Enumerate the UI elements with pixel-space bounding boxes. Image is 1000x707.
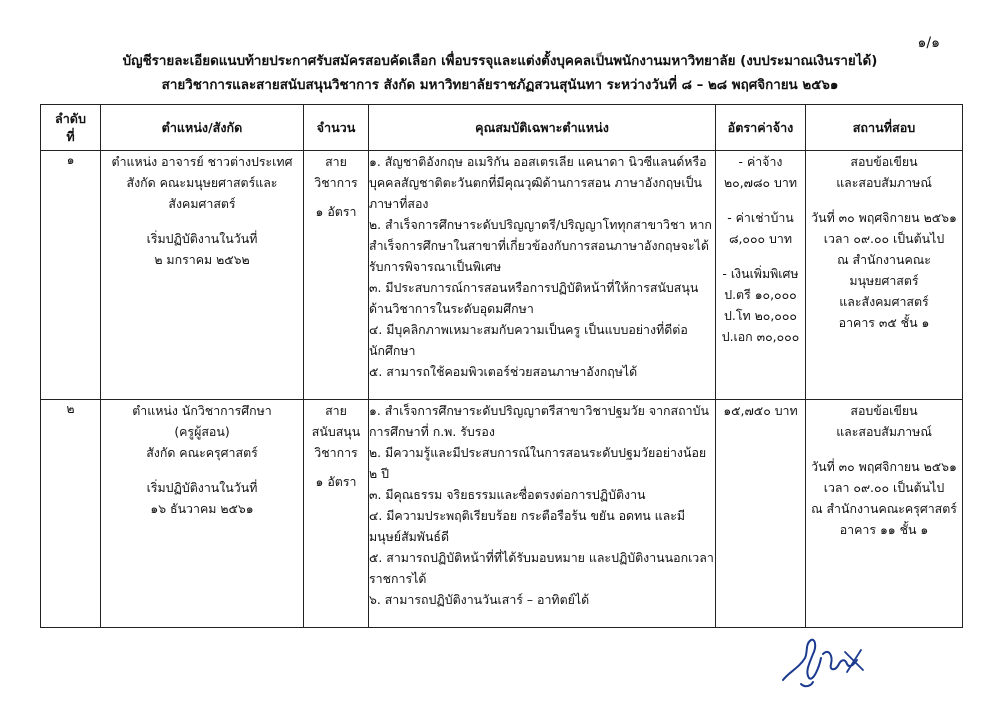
position-line: สังกัด คณะมนุษยศาสตร์และ xyxy=(126,175,278,190)
exam-location: ณ สำนักงานคณะมนุษยศาสตร์ xyxy=(837,252,931,288)
qualification-item: ๓. มีคุณธรรม จริยธรรมและซื่อตรงต่อการปฏิบัติงาน xyxy=(369,487,646,502)
exam-type: และสอบสัมภาษณ์ xyxy=(836,175,932,190)
housing-value: ๘,๐๐๐ บาท xyxy=(728,231,793,246)
quota-cell xyxy=(304,400,369,628)
wage-label: - ค่าจ้าง xyxy=(738,154,783,169)
document-title: บัญชีรายละเอียดแนบท้ายประกาศรับสมัครสอบคัดเลือก เพื่อบรรจุและแต่งตั้งบุคคลเป็นพนักงานมหาวิทยาลัย (งบประมาณเงินรายได้) xyxy=(122,54,878,69)
start-date-label: เริ่มปฏิบัติงานในวันที่ xyxy=(146,480,258,495)
exam-place-cell xyxy=(806,151,963,400)
position-cell xyxy=(101,151,304,400)
exam-date: วันที่ ๓๐ พฤศจิกายน ๒๕๖๑ xyxy=(811,459,957,474)
qualification-item: ๕. สามารถปฏิบัติหน้าที่ที่ได้รับมอบหมาย และปฏิบัติงานนอกเวลาราชการได้ xyxy=(369,550,714,586)
qualification-item: ๔. มีความประพฤติเรียบร้อย กระตือรือร้น ขยัน อดทน และมีมนุษย์สัมพันธ์ดี xyxy=(369,508,686,544)
start-date-value: ๒ มกราคม ๒๕๖๒ xyxy=(154,252,250,267)
exam-location: และสังคมศาสตร์ xyxy=(839,294,929,309)
qualification-item: ๔. มีบุคลิกภาพเหมาะสมกับความเป็นครู เป็นแบบอย่างที่ดีต่อนักศึกษา xyxy=(369,322,688,358)
table-row xyxy=(41,151,963,400)
recruitment-table xyxy=(40,104,963,628)
qualification-item: ๑. สำเร็จการศึกษาระดับปริญญาตรีสาขาวิชาปฐมวัย จากสถาบันการศึกษาที่ ก.พ. รับรอง xyxy=(369,403,709,439)
rate-cell xyxy=(716,400,806,628)
quota-line: วิชาการ xyxy=(314,175,358,190)
allowance-bachelor: ป.ตรี ๑๐,๐๐๐ xyxy=(724,287,797,302)
allowance-doctorate: ป.เอก ๓๐,๐๐๐ xyxy=(721,329,800,344)
position-line: สังคมศาสตร์ xyxy=(168,196,236,211)
quota-cell xyxy=(304,151,369,400)
exam-location: ณ สำนักงานคณะครุศาสตร์ xyxy=(811,501,957,516)
position-line: ตำแหน่ง นักวิชาการศึกษา xyxy=(132,403,272,418)
qualification-item: ๑. สัญชาติอังกฤษ อเมริกัน ออสเตรเลีย แคนาดา นิวซีแลนด์หรือบุคคลสัญชาติตะวันตกที่มีคุณวุฒิด้านการสอน ภาษาอังกฤษเป็นภาษาที่สอง xyxy=(369,154,707,211)
exam-type: สอบข้อเขียน xyxy=(850,154,918,169)
row-number: ๑ xyxy=(41,151,101,400)
exam-time: เวลา ๐๙.๐๐ เป็นต้นไป xyxy=(823,480,945,495)
exam-type: และสอบสัมภาษณ์ xyxy=(836,424,932,439)
table-header-row xyxy=(41,105,963,151)
row-number: ๒ xyxy=(41,400,101,628)
header-no-line1: ลำดับ xyxy=(55,110,86,126)
position-line: (ครูผู้สอน) xyxy=(174,424,230,439)
exam-place-cell xyxy=(806,400,963,628)
allowance-master: ป.โท ๒๐,๐๐๐ xyxy=(724,308,797,323)
header-place: สถานที่สอบ xyxy=(806,105,963,151)
document-subtitle: สายวิชาการและสายสนับสนุนวิชาการ สังกัด มหาวิทยาลัยราชภัฏสวนสุนันทา ระหว่างวันที่ ๘ – ๒๘ พฤศจิกายน ๒๕๖๑ xyxy=(161,78,839,93)
qualification-item: ๓. มีประสบการณ์การสอนหรือการปฏิบัติหน้าที่ให้การสนับสนุนด้านวิชาการในระดับอุดมศึกษา xyxy=(369,280,699,316)
exam-building: อาคาร ๓๕ ชั้น ๑ xyxy=(838,315,930,330)
quota-line: สนับสนุน xyxy=(311,424,361,439)
wage-value: ๒๐,๗๘๐ บาท xyxy=(723,175,798,190)
position-cell xyxy=(101,400,304,628)
quota-count: ๑ อัตรา xyxy=(315,474,357,489)
quota-count: ๑ อัตรา xyxy=(315,204,357,219)
spacer xyxy=(716,249,805,263)
signature-scribble xyxy=(775,628,875,693)
exam-building: อาคาร ๑๑ ชั้น ๑ xyxy=(839,522,929,537)
qualification-item: ๖. สามารถปฏิบัติงานวันเสาร์ – อาทิตย์ได้ xyxy=(369,592,590,607)
qualification-cell xyxy=(369,151,716,400)
exam-date: วันที่ ๓๐ พฤศจิกายน ๒๕๖๑ xyxy=(811,210,957,225)
spacer xyxy=(806,193,962,207)
header-no xyxy=(41,105,101,151)
quota-line: สาย xyxy=(325,403,347,418)
exam-type: สอบข้อเขียน xyxy=(850,403,918,418)
table-row xyxy=(41,400,963,628)
position-line: ตำแหน่ง อาจารย์ ชาวต่างประเทศ xyxy=(111,154,293,169)
spacer xyxy=(101,463,303,477)
quota-line: วิชาการ xyxy=(314,445,358,460)
quota-line: สาย xyxy=(325,154,347,169)
position-line: สังกัด คณะครุศาสตร์ xyxy=(146,445,258,460)
start-date-label: เริ่มปฏิบัติงานในวันที่ xyxy=(146,231,258,246)
header-position: ตำแหน่ง/สังกัด xyxy=(101,105,304,151)
start-date-value: ๑๖ ธันวาคม ๒๕๖๑ xyxy=(150,501,254,516)
page-number: ๑/๑ xyxy=(917,35,940,51)
allowance-label: - เงินเพิ่มพิเศษ xyxy=(722,266,799,281)
header-rate: อัตราค่าจ้าง xyxy=(716,105,806,151)
header-qualification: คุณสมบัติเฉพาะตำแหน่ง xyxy=(369,105,716,151)
header-quota: จำนวน xyxy=(304,105,369,151)
qualification-item: ๒. สำเร็จการศึกษาระดับปริญญาตรี/ปริญญาโททุกสาขาวิชา หากสำเร็จการศึกษาในสาขาที่เกี่ยวข้องกับการสอนภาษาอังกฤษจะได้รับการพิจารณาเป็นพิเศษ xyxy=(369,217,712,274)
header-no-line2: ที่ xyxy=(66,128,75,144)
exam-time: เวลา ๐๙.๐๐ เป็นต้นไป xyxy=(823,231,945,246)
qualification-item: ๒. มีความรู้และมีประสบการณ์ในการสอนระดับปฐมวัยอย่างน้อย ๒ ปี xyxy=(369,445,707,481)
spacer xyxy=(806,442,962,456)
wage-value: ๑๕,๗๕๐ บาท xyxy=(723,403,798,418)
rate-cell xyxy=(716,151,806,400)
qualification-cell xyxy=(369,400,716,628)
housing-label: - ค่าเช่าบ้าน xyxy=(727,210,794,225)
spacer xyxy=(101,214,303,228)
spacer xyxy=(304,193,368,201)
spacer xyxy=(304,463,368,471)
spacer xyxy=(716,193,805,207)
qualification-item: ๕. สามารถใช้คอมพิวเตอร์ช่วยสอนภาษาอังกฤษได้ xyxy=(369,364,638,379)
